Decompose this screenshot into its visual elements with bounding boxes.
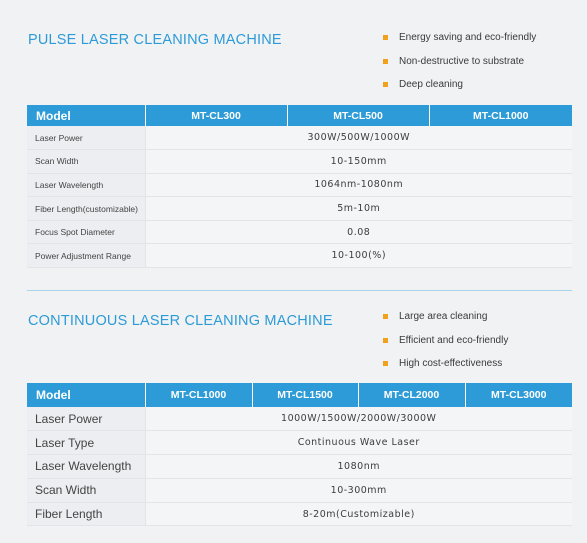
bullet-square-icon — [383, 361, 388, 366]
spec-label: Laser Power — [27, 407, 145, 431]
table-row — [27, 150, 572, 174]
bullet-square-icon — [383, 338, 388, 343]
spec-value: 1000W/1500W/2000W/3000W — [145, 407, 572, 431]
column-header-model-variant: MT-CL3000 — [465, 383, 572, 407]
spec-value: 1064nm-1080nm — [145, 173, 572, 197]
spec-label: Focus Spot Diameter — [27, 220, 145, 244]
column-header-model-variant: MT-CL1000 — [145, 383, 252, 407]
spec-value: 8-20m(Customizable) — [145, 502, 572, 526]
bullet-square-icon — [383, 82, 388, 87]
spec-value: 10-100(%) — [145, 244, 572, 268]
column-header-model-variant: MT-CL2000 — [358, 383, 465, 407]
column-header-model: Model — [27, 383, 145, 407]
spec-value: 0.08 — [145, 220, 572, 244]
feature-item: Energy saving and eco-friendly — [383, 26, 536, 50]
spec-value: 10-300mm — [145, 478, 572, 502]
spec-label: Laser Type — [27, 431, 145, 455]
section-divider — [27, 290, 572, 291]
spec-value: 1080nm — [145, 455, 572, 479]
feature-item: High cost-effectiveness — [383, 352, 508, 376]
table-header-row — [27, 105, 572, 126]
pulse-section-title: PULSE LASER CLEANING MACHINE — [28, 32, 282, 48]
column-header-model-variant: MT-CL300 — [145, 105, 287, 126]
table-row — [27, 220, 572, 244]
column-header-model-variant: MT-CL1000 — [429, 105, 572, 126]
spec-value: Continuous Wave Laser — [145, 431, 572, 455]
table-row — [27, 173, 572, 197]
spec-value: 5m-10m — [145, 197, 572, 221]
bullet-square-icon — [383, 59, 388, 64]
table-row — [27, 197, 572, 221]
table-row — [27, 407, 572, 431]
table-row — [27, 502, 572, 526]
feature-item: Efficient and eco-friendly — [383, 329, 508, 353]
bullet-square-icon — [383, 314, 388, 319]
table-row — [27, 455, 572, 479]
feature-item: Large area cleaning — [383, 305, 508, 329]
table-row — [27, 478, 572, 502]
feature-item: Deep cleaning — [383, 73, 536, 97]
table-row — [27, 126, 572, 150]
feature-item: Non-destructive to substrate — [383, 50, 536, 74]
column-header-model: Model — [27, 105, 145, 126]
spec-value: 10-150mm — [145, 150, 572, 174]
bullet-square-icon — [383, 35, 388, 40]
table-row — [27, 244, 572, 268]
spec-label: Laser Wavelength — [27, 173, 145, 197]
continuous-section-title: CONTINUOUS LASER CLEANING MACHINE — [28, 313, 333, 329]
column-header-model-variant: MT-CL1500 — [252, 383, 358, 407]
table-header-row — [27, 383, 572, 407]
spec-label: Laser Wavelength — [27, 455, 145, 479]
continuous-feature-list — [383, 305, 508, 376]
table-row — [27, 431, 572, 455]
continuous-spec-table — [27, 383, 572, 526]
spec-label: Power Adjustment Range — [27, 244, 145, 268]
spec-label: Scan Width — [27, 478, 145, 502]
spec-label: Fiber Length — [27, 502, 145, 526]
pulse-spec-table — [27, 105, 572, 268]
spec-value: 300W/500W/1000W — [145, 126, 572, 150]
spec-label: Laser Power — [27, 126, 145, 150]
column-header-model-variant: MT-CL500 — [287, 105, 429, 126]
pulse-feature-list — [383, 26, 536, 97]
spec-label: Scan Width — [27, 150, 145, 174]
spec-label: Fiber Length(customizable) — [27, 197, 145, 221]
